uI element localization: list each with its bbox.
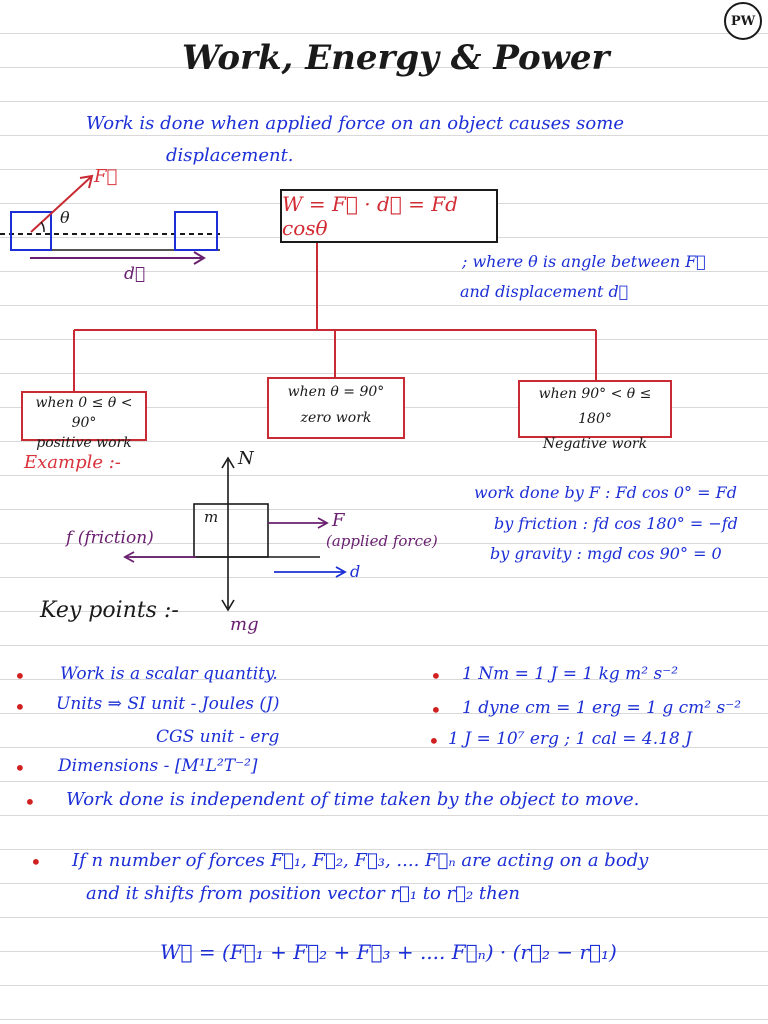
block-displacement-figure: [0, 176, 220, 264]
definition-line-1: Work is done when applied force on an object causes some: [86, 113, 624, 134]
example-free-body-diagram: [125, 458, 345, 610]
weight-label: mg: [230, 614, 259, 635]
angle-label: θ: [60, 208, 70, 227]
work-by-friction: by friction : fd cos 180° = −fd: [494, 514, 738, 533]
displacement-label: d⃗: [124, 264, 146, 284]
mass-label: m: [204, 508, 219, 526]
normal-force-label: N: [238, 448, 254, 469]
bullet-marker: •: [14, 664, 26, 688]
case-positive-work: [21, 391, 147, 451]
work-by-applied-force: work done by F : Fd cos 0° = Fd: [474, 483, 737, 502]
applied-force-label: F: [332, 510, 345, 531]
case-zero-work: [267, 377, 405, 439]
applied-force-note: (applied force): [326, 532, 438, 550]
work-by-gravity: by gravity : mgd cos 90° = 0: [490, 544, 722, 563]
case-positive-condition: when 0 ≤ θ < 90°: [35, 395, 133, 431]
pw-logo: PW: [724, 2, 762, 40]
angle-note-line-2: and displacement d⃗: [460, 282, 629, 301]
case-negative-label: Negative work: [542, 436, 648, 452]
bullet-marker: •: [30, 850, 42, 874]
key-point-cgs-unit: CGS unit - erg: [156, 727, 280, 747]
work-formula: W = F⃗ · d⃗ = Fd cosθ: [282, 192, 458, 240]
key-points-heading: Key points :-: [40, 598, 179, 623]
case-positive-label: positive work: [36, 435, 132, 451]
force-label: F⃗: [94, 166, 118, 187]
case-zero-label: zero work: [300, 410, 372, 426]
bullet-marker: •: [428, 729, 440, 753]
bullet-marker: •: [24, 790, 36, 814]
block-final: [175, 212, 217, 250]
friction-label: f (friction): [66, 528, 154, 548]
example-heading: Example :-: [24, 452, 121, 473]
work-formula-box: [280, 189, 498, 243]
key-point-si-unit: Units ⇒ SI unit - Joules (J): [56, 694, 280, 714]
bullet-marker: •: [430, 698, 442, 722]
key-point-nm-joule: 1 Nm = 1 J = 1 kg m² s⁻²: [462, 664, 679, 684]
bullet-marker: •: [430, 664, 442, 688]
case-zero-condition: when θ = 90°: [287, 384, 385, 400]
definition-line-2: displacement.: [166, 145, 294, 166]
bullet-marker: •: [14, 756, 26, 780]
key-point-dimensions: Dimensions - [M¹L²T⁻²]: [58, 756, 258, 776]
example-displacement-label: d: [350, 562, 361, 581]
net-work-formula: W⃗ = (F⃗₁ + F⃗₂ + F⃗₃ + .... F⃗ₙ) · (r⃗₂ − r⃗₁): [160, 940, 617, 964]
case-negative-condition: when 90° < θ ≤ 180°: [538, 386, 652, 427]
key-point-joule-erg-cal: 1 J = 10⁷ erg ; 1 cal = 4.18 J: [448, 729, 692, 749]
key-point-dyne-erg: 1 dyne cm = 1 erg = 1 g cm² s⁻²: [462, 698, 742, 718]
bullet-marker: •: [14, 695, 26, 719]
key-point-scalar: Work is a scalar quantity.: [60, 664, 278, 684]
angle-note-line-1: ; where θ is angle between F⃗: [462, 252, 706, 271]
key-point-multiple-forces-1: If n number of forces F⃗₁, F⃗₂, F⃗₃, .... F⃗ₙ are acting on a body: [72, 850, 649, 871]
case-negative-work: [518, 380, 672, 452]
page-title: Work, Energy & Power: [182, 38, 610, 78]
key-point-multiple-forces-2: and it shifts from position vector r⃗₁ to r⃗₂ then: [86, 883, 520, 904]
key-point-time-independent: Work done is independent of time taken by the object to move.: [66, 789, 640, 810]
